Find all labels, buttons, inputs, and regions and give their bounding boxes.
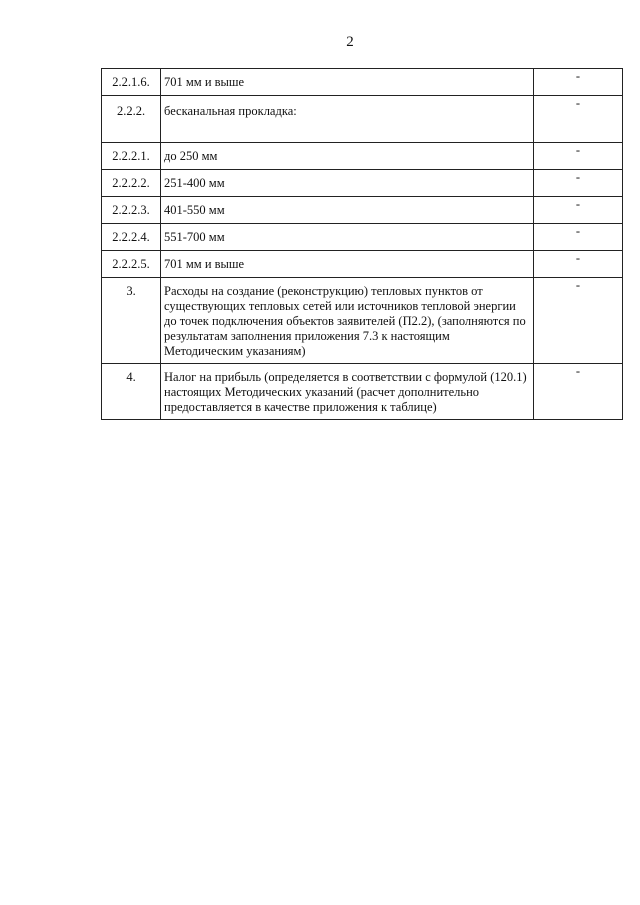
value-dash: - xyxy=(575,364,581,378)
row-value xyxy=(534,170,623,197)
row-value xyxy=(534,197,623,224)
value-dash: - xyxy=(575,96,581,110)
row-value xyxy=(534,69,623,96)
row-value xyxy=(534,143,623,170)
row-description: Налог на прибыль (определяется в соответствии с формулой (120.1) настоящих Методических указаний (расчет дополнительно предоставляется в качестве приложения к таблице) xyxy=(161,364,534,420)
table-row xyxy=(102,170,623,197)
row-number: 2.2.1.6. xyxy=(102,69,161,96)
table-row xyxy=(102,69,623,96)
table-row xyxy=(102,251,623,278)
page-number: 2 xyxy=(346,34,354,50)
table-row xyxy=(102,197,623,224)
value-dash: - xyxy=(575,278,581,292)
row-number: 2.2.2.4. xyxy=(102,224,161,251)
table-row xyxy=(102,364,623,420)
row-number: 3. xyxy=(102,278,161,364)
row-number: 2.2.2.1. xyxy=(102,143,161,170)
value-dash: - xyxy=(575,69,581,83)
row-description: 251-400 мм xyxy=(161,170,534,197)
row-value xyxy=(534,224,623,251)
value-dash: - xyxy=(575,170,581,184)
cost-table xyxy=(101,68,623,420)
row-number: 2.2.2.5. xyxy=(102,251,161,278)
row-value xyxy=(534,364,623,420)
value-dash: - xyxy=(575,197,581,211)
table-row xyxy=(102,143,623,170)
row-number: 2.2.2.2. xyxy=(102,170,161,197)
row-number: 2.2.2. xyxy=(102,96,161,143)
row-description: Расходы на создание (реконструкцию) тепловых пунктов от существующих тепловых сетей или источников тепловой энергии до точек подключения объектов заявителей (П2.2), (заполняются по результатам заполнения приложения 7.3 к настоящим Методическим указаниям) xyxy=(161,278,534,364)
row-description: 701 мм и выше xyxy=(161,251,534,278)
row-value xyxy=(534,278,623,364)
row-value xyxy=(534,96,623,143)
value-dash: - xyxy=(575,224,581,238)
row-number: 2.2.2.3. xyxy=(102,197,161,224)
row-description: 401-550 мм xyxy=(161,197,534,224)
row-description: до 250 мм xyxy=(161,143,534,170)
row-description: 701 мм и выше xyxy=(161,69,534,96)
table-row xyxy=(102,96,623,143)
row-description: 551-700 мм xyxy=(161,224,534,251)
value-dash: - xyxy=(575,143,581,157)
table-row xyxy=(102,278,623,364)
row-description: бесканальная прокладка: xyxy=(161,96,534,143)
value-dash: - xyxy=(575,251,581,265)
row-number: 4. xyxy=(102,364,161,420)
row-value xyxy=(534,251,623,278)
table-row xyxy=(102,224,623,251)
